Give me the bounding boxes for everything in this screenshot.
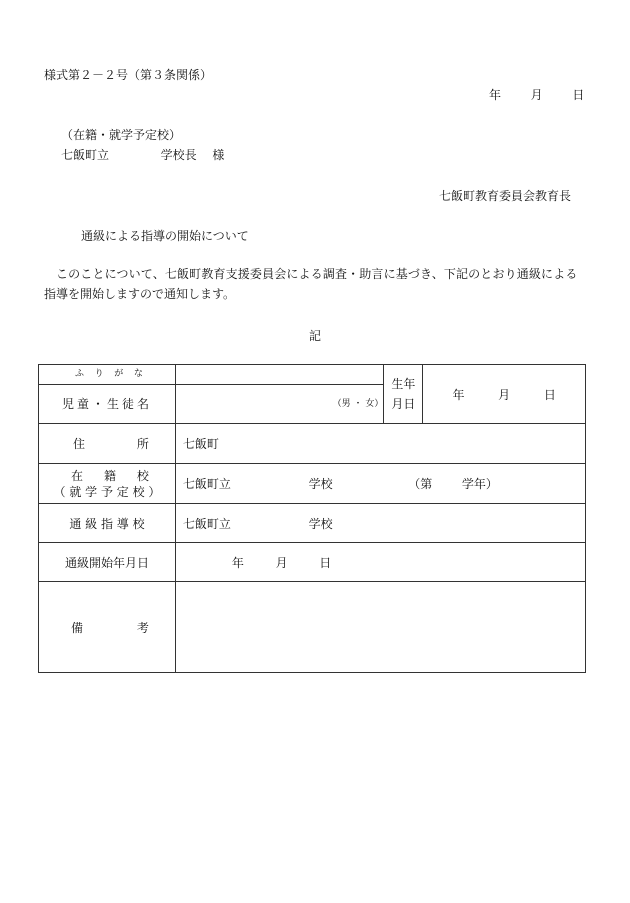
addressee-principal: 学校長 [160, 148, 197, 162]
birth-date-day: 日 [543, 387, 556, 402]
subject: 通級による指導の開始について [81, 229, 249, 243]
enrolled-grade-open: （第 [408, 477, 433, 491]
notification-table [38, 364, 586, 673]
header-date [489, 88, 584, 102]
furigana-char-3: が [114, 369, 124, 379]
furigana-row [39, 365, 586, 385]
enrolled-label-char-1: 在 [71, 468, 84, 483]
name-input[interactable] [175, 385, 384, 424]
start-date-month: 月 [275, 555, 288, 570]
start-date-field[interactable] [175, 543, 585, 582]
birth-label-line-2: 月日 [391, 397, 416, 411]
birth-date-year: 年 [452, 387, 465, 402]
ki-heading: 記 [309, 329, 322, 343]
sender: 七飯町教育委員会教育長 [439, 189, 572, 203]
remarks-label-char-2: 考 [136, 620, 149, 635]
addressee-note: （在籍・就学予定校） [61, 128, 182, 142]
birth-label [384, 365, 423, 424]
enrolled-label [39, 464, 176, 504]
body-text [44, 264, 589, 304]
address-label [39, 424, 176, 464]
gender-options: （男 ・ 女） [332, 399, 384, 409]
enrolled-school: 学校 [308, 477, 333, 491]
birth-date-month: 月 [498, 387, 511, 402]
remarks-label-char-1: 備 [71, 620, 84, 635]
tsukyu-row [39, 504, 586, 543]
tsukyu-label: 通 級 指 導 校 [39, 504, 176, 543]
address-field[interactable]: 七飯町 [175, 424, 585, 464]
furigana-label [39, 365, 176, 385]
birth-label-line-1: 生年 [391, 377, 416, 391]
start-date-year: 年 [231, 555, 244, 570]
addressee-town-prefix: 七飯町立 [61, 148, 110, 162]
furigana-input[interactable] [175, 365, 384, 385]
form-number: 様式第２－２号（第３条関係） [44, 68, 213, 82]
birth-date-field[interactable] [423, 365, 586, 424]
start-date-row [39, 543, 586, 582]
body-line-1: このことについて、七飯町教育支援委員会による調査・助言に基づき、下記のとおり通級による [56, 267, 578, 281]
remarks-row [39, 582, 586, 673]
remarks-label [39, 582, 176, 673]
enrolled-row [39, 464, 586, 504]
enrolled-prefix: 七飯町立 [182, 477, 231, 491]
tsukyu-prefix: 七飯町立 [182, 516, 231, 531]
furigana-char-1: ふ [75, 369, 85, 379]
header-date-month: 月 [530, 88, 543, 102]
header-date-day: 日 [572, 88, 585, 102]
furigana-char-2: り [94, 369, 104, 379]
enrolled-label-line-2: （ 就 学 予 定 校 ） [53, 484, 161, 499]
address-label-char-2: 所 [136, 437, 149, 451]
tsukyu-school: 学校 [308, 516, 333, 531]
name-label: 児童・生徒名 [39, 385, 176, 424]
tsukyu-field[interactable] [175, 504, 585, 543]
enrolled-field[interactable] [175, 464, 585, 504]
furigana-char-4: な [133, 369, 143, 379]
enrolled-grade-close: 学年） [461, 477, 498, 491]
address-row [39, 424, 586, 464]
remarks-field[interactable] [175, 582, 585, 673]
address-label-char-1: 住 [73, 437, 86, 451]
enrolled-label-char-2: 籍 [103, 468, 116, 483]
addressee-honorific: 様 [212, 148, 225, 162]
header-date-year: 年 [489, 88, 502, 102]
enrolled-label-char-3: 校 [136, 468, 149, 483]
start-date-day: 日 [319, 555, 332, 570]
start-date-label: 通級開始年月日 [39, 543, 176, 582]
addressee [61, 148, 224, 162]
body-line-2: 指導を開始しますので通知します。 [44, 287, 236, 301]
